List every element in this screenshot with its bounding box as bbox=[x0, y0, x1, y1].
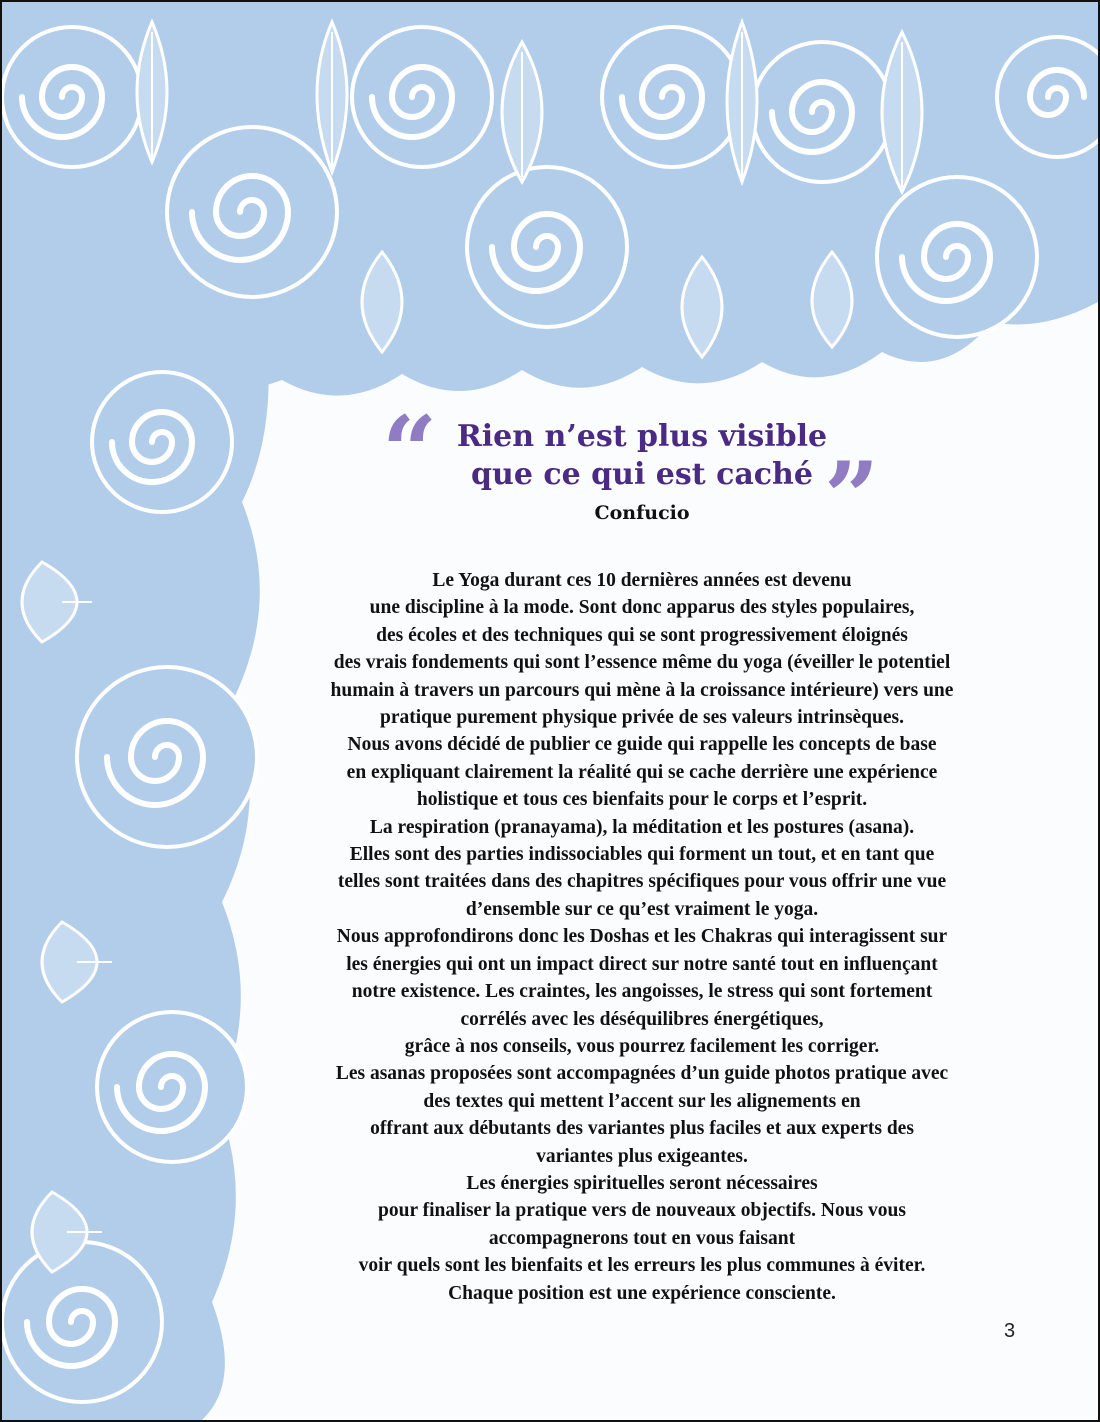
text-line: pratique purement physique privée de ses valeurs intrinsèques. bbox=[379, 707, 904, 729]
text-line: La respiration (pranayama), la méditation et les postures (asana). bbox=[369, 816, 915, 838]
text-line: holistique et tous ces bienfaits pour le corps et l’esprit. bbox=[416, 789, 868, 811]
text-line: Les asanas proposées sont accompagnées d’un guide photos pratique avec bbox=[335, 1063, 949, 1085]
close-quote-mark: ” bbox=[824, 441, 880, 554]
text-line: des vrais fondements qui sont l’essence même du yoga (éveiller le potentiel bbox=[333, 652, 951, 674]
text-line: une discipline à la mode. Sont donc apparus des styles populaires, bbox=[369, 597, 915, 619]
text-line: Elles sont des parties indissociables qui forment un tout, et en tant que bbox=[349, 844, 935, 866]
text-line: voir quels sont les bienfaits et les erreurs les plus communes à éviter. bbox=[358, 1255, 926, 1277]
text-line: corrélés avec les déséquilibres énergétiques, bbox=[460, 1008, 824, 1030]
quote-text bbox=[422, 418, 862, 494]
epigraph bbox=[382, 395, 902, 554]
text-line: en expliquant clairement la réalité qui se cache derrière une expérience bbox=[346, 761, 938, 783]
quote-author: Confucio bbox=[594, 502, 690, 524]
open-quote-mark: “ bbox=[382, 395, 438, 508]
text-line: d’ensemble sur ce qu’est vraiment le yoga. bbox=[465, 898, 819, 920]
text-line: les énergies qui ont un impact direct sur notre santé tout en influençant bbox=[346, 953, 938, 975]
text-line: accompagnerons tout en vous faisant bbox=[488, 1227, 796, 1249]
text-line: notre existence. Les craintes, les angoisses, le stress qui sont fortement bbox=[351, 981, 933, 1003]
text-line: Chaque position est une expérience consciente. bbox=[448, 1282, 836, 1304]
text-line: pour finaliser la pratique vers de nouveaux objectifs. Nous vous bbox=[378, 1200, 906, 1222]
page-number: 3 bbox=[1004, 1320, 1016, 1342]
quote-line: Rien n’est plus visible bbox=[456, 419, 828, 454]
text-line: Nous avons décidé de publier ce guide qui rappelle les concepts de base bbox=[347, 734, 937, 756]
text-line: grâce à nos conseils, vous pourrez facilement les corriger. bbox=[404, 1035, 880, 1057]
text-line: des écoles et des techniques qui se sont progressivement éloignés bbox=[376, 624, 908, 646]
text-line: Les énergies spirituelles seront nécessaires bbox=[466, 1172, 818, 1194]
text-line: variantes plus exigeantes. bbox=[536, 1145, 748, 1167]
text-line: humain à travers un parcours qui mène à la croissance intérieure) vers une bbox=[330, 679, 954, 701]
body-paragraph bbox=[242, 567, 1042, 1307]
text-line: offrant aux débutants des variantes plus faciles et aux experts des bbox=[370, 1118, 914, 1140]
text-line: telles sont traitées dans des chapitres spécifiques pour vous offrir une vue bbox=[337, 871, 947, 893]
quote-line: que ce qui est caché bbox=[471, 457, 813, 492]
text-line: Le Yoga durant ces 10 dernières années est devenu bbox=[432, 570, 852, 591]
text-line: des textes qui mettent l’accent sur les alignements en bbox=[423, 1090, 861, 1112]
text-line: Nous approfondirons donc les Doshas et les Chakras qui interagissent sur bbox=[336, 926, 948, 948]
